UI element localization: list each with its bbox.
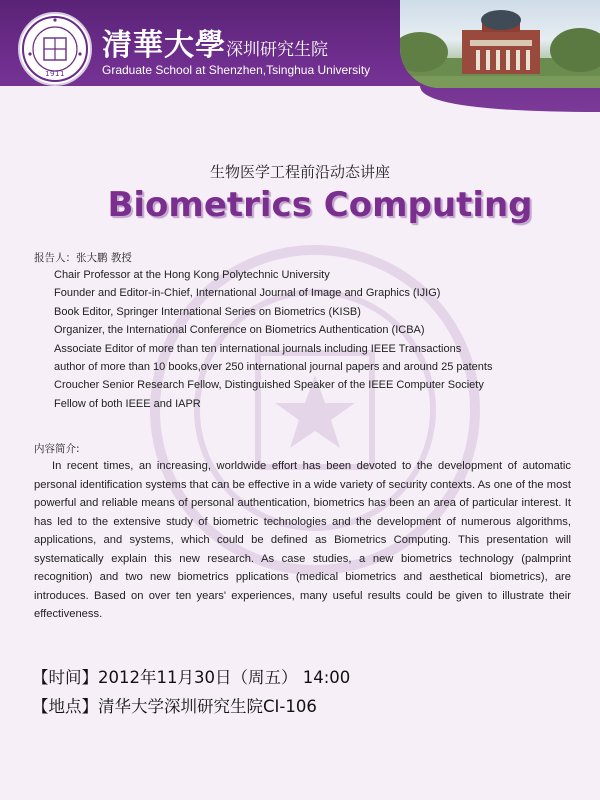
brand-chinese-calligraphy: 清華大學 — [102, 28, 226, 63]
speaker-label: 报告人：张大鹏 教授 — [34, 252, 132, 264]
lecture-series-title: 生物医学工程前沿动态讲座 — [209, 163, 390, 181]
credential-item: Chair Professor at the Hong Kong Polytechnic University — [54, 269, 330, 281]
abstract-text: In recent times, an increasing, worldwide effort has been devoted to the development of automatic personal identification systems that can be effective in a wide variety of security contexts. As one of the most powerful and reliable means of personal authentication, biometrics has been an area of particular interest. It has led to the extensive study of biometric technologies and the development of numerous algorithms, applications, and systems, which could be defined as Biometrics Computing. This presentation will systematically explain this new research. As case studies, a new biometrics technology (palmprint recognition) and two new biometrics pplications (medical biometrics and aesthetical biometrics), are introduces. Based on over ten years' experiences, many useful results could be given to illustrate their effectiveness. — [34, 460, 571, 620]
credential-item: Organizer, the International Conference on Biometrics Authentication (ICBA) — [54, 324, 425, 337]
credential-item: Associate Editor of more than ten international journals including IEEE Transactions — [54, 342, 462, 355]
brand-chinese-subtitle: 深圳研究生院 — [226, 40, 328, 60]
brand-english: Graduate School at Shenzhen,Tsinghua University — [102, 63, 371, 77]
university-seal-logo — [18, 12, 92, 86]
header-band — [0, 0, 600, 112]
event-time: 【时间】2012年11月30日（周五） 14:00 — [32, 668, 351, 687]
credential-item: Fellow of both IEEE and IAPR — [54, 397, 201, 410]
lecture-title: Biometrics Computing — [107, 185, 533, 225]
credential-item: author of more than 10 books,over 250 international journal papers and around 25 patents — [54, 361, 493, 374]
campus-building-photo — [400, 0, 600, 88]
speaker-credentials — [54, 266, 492, 413]
header-curve — [0, 86, 600, 112]
abstract-label: 内容简介: — [34, 443, 80, 455]
seal-year: 1911 — [45, 70, 65, 78]
credential-item: Croucher Senior Research Fellow, Distinguished Speaker of the IEEE Computer Society — [54, 379, 484, 392]
event-location: 【地点】清华大学深圳研究生院CI-106 — [32, 697, 317, 716]
credential-item: Book Editor, Springer International Series on Biometrics (KISB) — [54, 305, 361, 318]
credential-item: Founder and Editor-in-Chief, International Journal of Image and Graphics (IJIG) — [54, 287, 441, 300]
